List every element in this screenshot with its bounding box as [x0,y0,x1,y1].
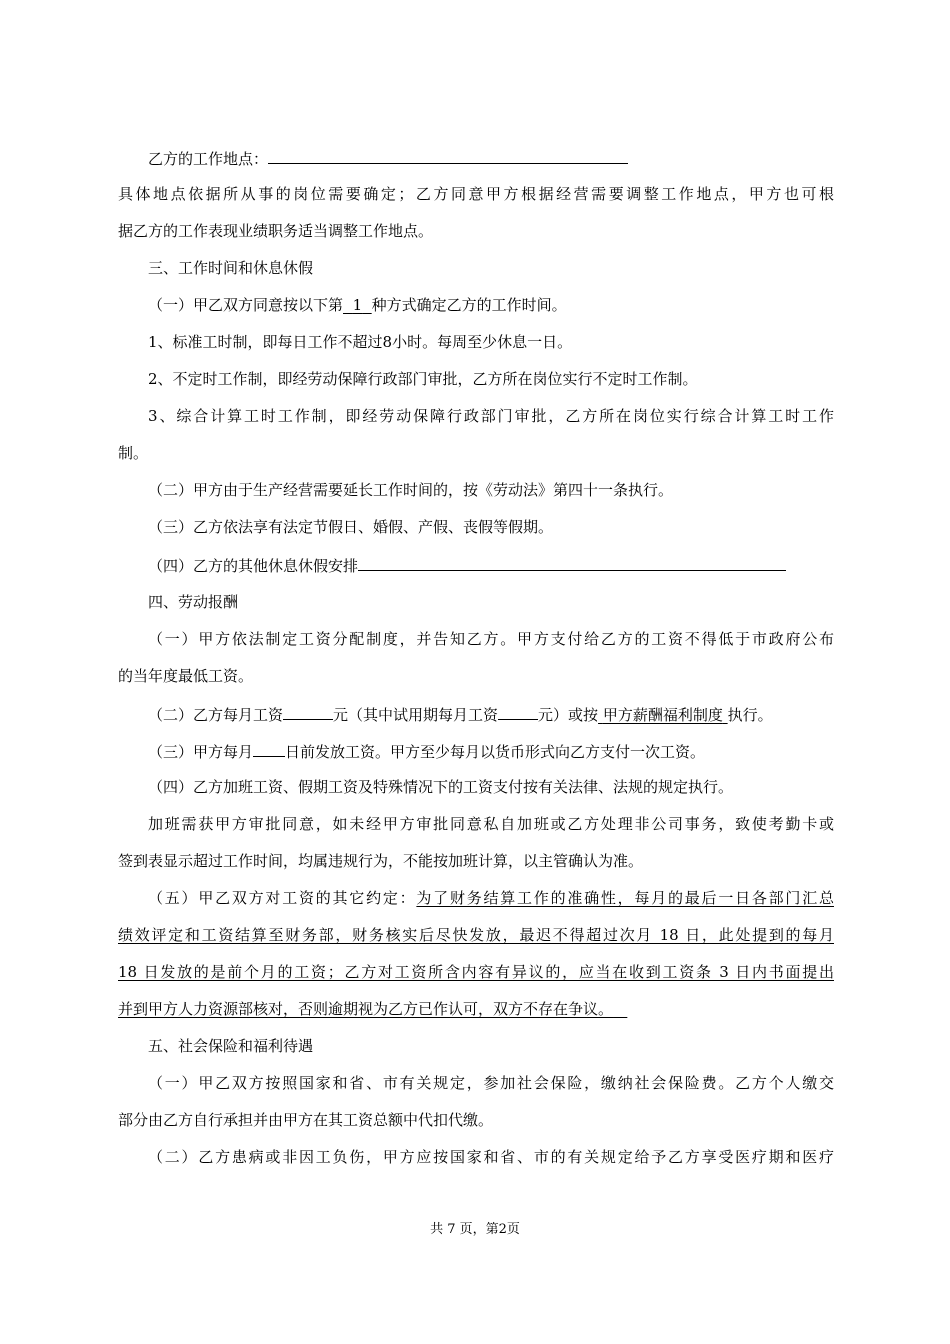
page-footer: 共 7 页，第2页 [430,1222,520,1237]
probation-salary-blank [498,703,538,720]
other-salary-agreement-line [148,888,834,908]
section-heading: 四、劳动报酬 [148,593,239,611]
work-location-label: 乙方的工作地点： [148,150,269,168]
paragraph-line: 签到表显示超过工作时间，均属违规行为，不能按加班计算，以主管确认为准。 [118,852,644,870]
paragraph-line: （四）乙方加班工资、假期工资及特殊情况下的工资支付按有关法律、法规的规定执行。 [148,778,734,796]
text: （三）甲方每月 [148,743,254,761]
salary-policy-value [598,706,728,724]
paragraph-line: 加班需获甲方审批同意，如未经甲方审批同意私自加班或乙方处理非公司事务，致使考勤卡或 [148,815,834,833]
text: 日前发放工资。甲方至少每月以货币形式向乙方支付一次工资。 [285,743,706,761]
work-time-choice-line [148,295,567,315]
agreement-text: 绩效评定和工资结算至财务部，财务核实后尽快发放，最迟不得超过次月 18 日，此处提到的每月 [118,926,834,944]
agreement-text: 为了财务结算工作的准确性，每月的最后一日各部门汇总 [416,889,834,907]
text: 种方式确定乙方的工作时间。 [371,296,567,314]
work-location-line [148,147,628,169]
payday-line [148,740,705,762]
list-item: 3、综合计算工时工作制，即经劳动保障行政部门审批，乙方所在岗位实行综合计算工时工作 [148,407,834,425]
text: （一）甲乙双方同意按以下第 [148,296,344,314]
choice-number: 1 [352,296,363,314]
paragraph-line: 具体地点依据所从事的岗位需要确定；乙方同意甲方根据经营需要调整工作地点，甲方也可根 [118,185,834,203]
work-time-choice-value [343,296,372,314]
other-leave-blank [358,554,786,571]
paragraph-line: （二）乙方患病或非因工负伤，甲方应按国家和省、市的有关规定给予乙方享受医疗期和医疗 [148,1148,834,1166]
other-leave-line [148,554,786,576]
text: 元）或按 [538,706,599,724]
text: （二）乙方每月工资 [148,706,284,724]
list-item-continued: 制。 [118,444,149,462]
paragraph-line: 部分由乙方自行承担并由甲方在其工资总额中代扣代缴。 [118,1111,494,1129]
paragraph-line: （一）甲方依法制定工资分配制度，并告知乙方。甲方支付给乙方的工资不得低于市政府公布 [148,630,834,648]
paragraph-line: （三）乙方依法享有法定节假日、婚假、产假、丧假等假期。 [148,518,554,536]
section-heading: 五、社会保险和福利待遇 [148,1037,314,1055]
agreement-text-last-line [118,999,834,1019]
salary-policy-text: 甲方薪酬福利制度 [602,706,723,724]
text: 执行。 [727,706,773,724]
paragraph-line: 据乙方的工作表现业绩职务适当调整工作地点。 [118,222,434,240]
agreement-text: 并到甲方人力资源部核对，否则逾期视为乙方已作认可，双方不存在争议。 [118,1000,614,1018]
work-location-blank [268,147,628,164]
list-item: 1、标准工时制，即每日工作不超过8小时。每周至少休息一日。 [148,333,573,351]
text: 元（其中试用期每月工资 [333,706,499,724]
paragraph-line: （二）甲方由于生产经营需要延长工作时间的，按《劳动法》第四十一条执行。 [148,481,674,499]
text: （五）甲乙双方对工资的其它约定： [148,889,417,907]
other-leave-label: （四）乙方的其他休息休假安排 [148,557,359,575]
paragraph-line: （一）甲乙双方按照国家和省、市有关规定，参加社会保险，缴纳社会保险费。乙方个人缴交 [148,1074,834,1092]
monthly-salary-blank [283,703,333,720]
payday-blank [253,740,285,757]
list-item: 2、不定时工作制，即经劳动保障行政部门审批，乙方所在岗位实行不定时工作制。 [148,370,698,388]
agreement-text: 18 日发放的是前个月的工资；乙方对工资所含内容有异议的，应当在收到工资条 3 日内书面提出 [118,963,834,981]
agreement-trailing-space [613,1000,627,1018]
section-heading: 三、工作时间和休息休假 [148,259,314,277]
paragraph-line: 的当年度最低工资。 [118,667,254,685]
salary-line [148,703,773,725]
